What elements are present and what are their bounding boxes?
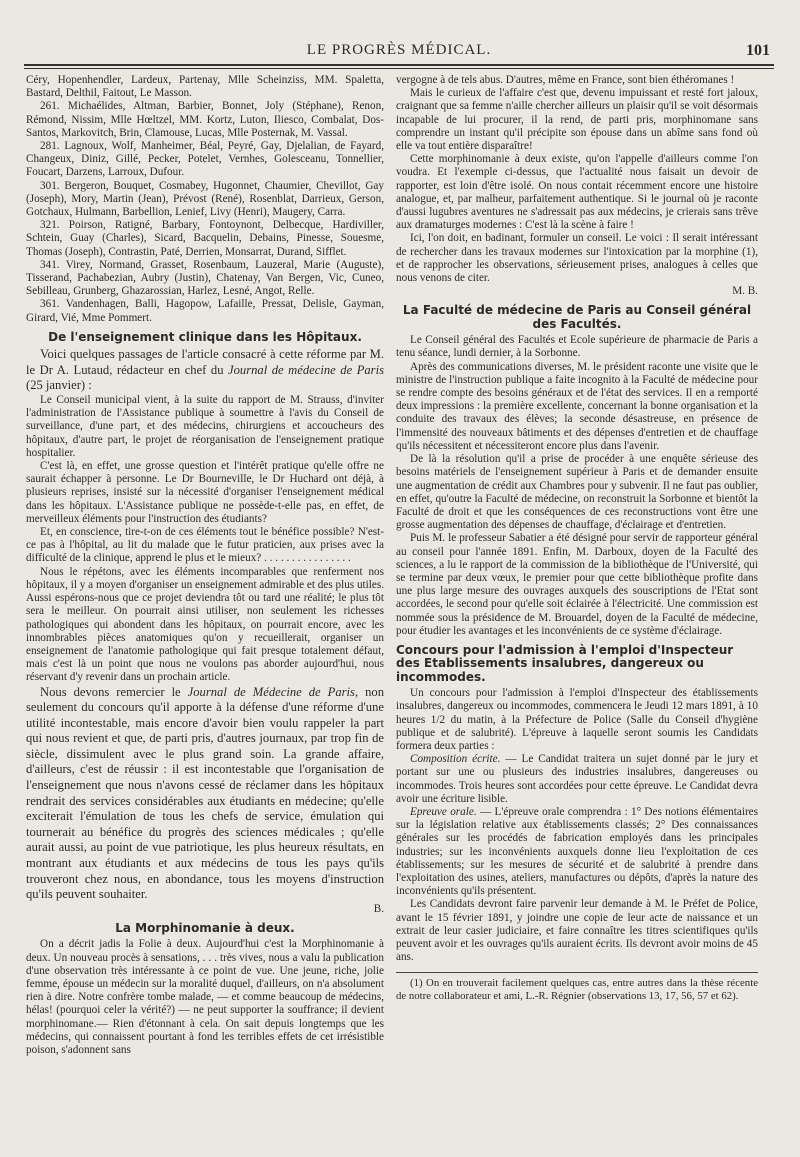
article-paragraph: De là la résolution qu'il a prise de procéder à une enquête sérieuse des besoins matériels de l'enseignement supérieur à Paris et de demander ensuite une augmentation de crédit aux Chambres pour y subvenir. Il ne faut pas oublier, en effet, qu'outre la Faculté de médecine, on reconstruit la Sorbonne et bientôt la Faculté de droit et que les conséquences de ces reconstructions vont être une grosse augmentation des dépenses de chauffage, d'éclairage et d'entretien. <box>396 453 758 532</box>
section-heading: Concours pour l'admission à l'emploi d'Inspecteur des Etablissements insalubres, dangereux ou incommodes. <box>396 642 734 684</box>
signature: M. B. <box>732 285 758 298</box>
left-column <box>26 74 384 1057</box>
paragraph-text: — L'épreuve orale comprendra : 1° Des notions élémentaires sur la législation relative aux établissements classés; 2° Des connaissances générales sur les procédés de fabrication employés dans les principales industries; sur les inconvénients auxquels donne lieu l'exploitation de ces établissements; sur les mesures de sécurité et de salubrité à prendre dans l'exploitation des usines, ateliers, manufactures ou dépôts, d'après la nature des inconvénients qu'ils présentent. <box>396 805 758 898</box>
article-paragraph: Un concours pour l'admission à l'emploi d'Inspecteur des établissements insalubres, dangereux ou incommodes, commencera le Jeudi 12 mars 1891, à 10 heures 1/2 du matin, à la Préfecture de Police (Salle du Conseil d'hygiène publique et de salubrité). L'épreuve à laquelle seront soumis les Candidats formera deux parties : <box>396 687 758 752</box>
article-paragraph: vergogne à de tels abus. D'autres, même en France, sont bien éthéromanes ! <box>396 74 735 86</box>
list-item: 361. Vandenhagen, Balli, Hagopow, Lafaille, Pressat, Delisle, Gayman, Girard, Vié, Mme Pommert. <box>26 298 384 324</box>
list-item: 341. Virey, Normand, Grasset, Rosenbaum, Lauzeral, Marie (Auguste), Tisserand, Pachabezian, Aubry (Justin), Chatenay, Van Bergen, Vic, Cuneo, Sebilleau, Grunberg, Ghazarossian, Harlez, Lesné, Angot, Relle. <box>26 258 384 298</box>
article-paragraph: Mais le curieux de l'affaire c'est que, devenu impuissant et resté fort jaloux, craignant que sa femme n'aille chercher ailleurs un plaisir qu'il se voit désormais incapable de lui procurer, il la rend, de parti pris, morphinomane sans comprendre un instant qu'il précipite son épouse dans un abîme sans fond où elle va tout entière disparaître! <box>396 87 758 153</box>
paragraph-text: — Le Candidat traitera un sujet donné par le jury et portant sur une ou plusieurs des industries insalubres, dangereuses ou incommodes. Trois heures sont accordées pour cette épreuve. Le Candidat devra avoir une écriture lisible. <box>396 753 758 805</box>
footnote-rule <box>396 972 758 973</box>
list-item: 321. Poirson, Ratigné, Barbary, Fontoynont, Delbecque, Hardiviller, Schtein, Guay (Charles), Sicard, Bacquelin, Debains, Pinesse, Souesme, Thomas (Joseph), Contrastin, Paté, Derrien, Monsarrat, Durand, Sifflet. <box>26 219 384 258</box>
article-paragraph: Le Conseil général des Facultés et Ecole supérieure de pharmacie de Paris a tenu séance, lundi dernier, à la Sorbonne. <box>396 334 758 360</box>
article-paragraph <box>396 806 758 898</box>
list-item: 301. Bergeron, Bouquet, Cosmabey, Hugonnet, Chaumier, Chevillot, Gay (Joseph), Mory, Martin (Jean), Prévost (René), Rosenblat, Darrieux, Gerson, Gotchaux, Hulmann, Barbellion, Lenief, Livy (Henri), Maugery, Carra. <box>26 179 384 219</box>
quoted-paragraph: Et, en conscience, tire-t-on de ces éléments tout le bénéfice possible? N'est-ce pas à l'hôpital, au lit du malade que le futur praticien, aux prises avec la difficulté de la clinique, apprend le plus et le mieux? . . . . . . . . . . . . . . . . <box>26 526 384 565</box>
signature: B. <box>373 902 384 915</box>
section-heading: La Morphinomanie à deux. <box>115 921 295 936</box>
article-paragraph: Les Candidats devront faire parvenir leur demande à M. le Préfet de Police, avant le 15 février 1891, y joindre une copie de leur acte de naissance et un extrait de leur casier judiciaire, et faire connaître les titres scientifiques qu'ils peuvent avoir et les ouvrages qu'ils auraient écrits. Ils devront avoir moins de 45 ans. <box>396 898 758 964</box>
article-intro <box>26 347 384 394</box>
subheading-label: Epreuve orale. <box>410 805 477 818</box>
journal-title: Journal de Médecine de Paris <box>187 684 355 699</box>
right-column <box>396 74 758 1003</box>
intro-text: (25 janvier) : <box>26 378 92 393</box>
footnote: (1) On en trouverait facilement quelques cas, entre autres dans la thèse récente de notre collaborateur et ami, L.-R. Régnier (observations 13, 17, 56, 57 et 62). <box>396 977 758 1003</box>
header-rule <box>24 64 774 69</box>
article-paragraph: Après des communications diverses, M. le président raconte une visite que le ministre de l'instruction publique a faite incognito à la Faculté de médecine pour se rendre compte des besoins généraux et de l'état des services. Il en a remporté deux impressions : la première excellente, concernant la bonne organisation et la conduite des travaux des élèves; la seconde désastreuse, en présence de l'immensité des nouveaux bâtiments et des dépenses d'entretien et de chauffage qu'ils nécessitent et nécessiteront encore plus dans l'avenir. <box>396 360 758 452</box>
article-paragraph <box>396 753 758 806</box>
article-paragraph: On a décrit jadis la Folie à deux. Aujourd'hui c'est la Morphinomanie à deux. Un nouveau procès à sensations, . . . très vives, nous a valu la publication d'une observation très intéressante à ce point de vue. Une jeune, riche, jolie femme, épouse un médecin sur la moralité duquel, d'ailleurs, on n'a absolument rien à dire. Notre confrère tombe malade, — et comme beaucoup de médecins, hélas! (pourquoi celer la vérité?) — ne peut supporter la souffrance; il devient morphinomane.— Rien d'étonnant à cela. On sait depuis longtemps que les médecins, qui connaissent pourtant à fond les terribles effets de cet irrésistible poison, s'adonnent sans <box>26 938 384 1057</box>
comment-text: Nous devons remercier le <box>40 684 188 699</box>
intro-text: Voici quelques passages de l'article consacré à cette réforme par M. le Dr A. Lutaud, rédacteur en chef du <box>26 347 384 377</box>
comment-text: , non seulement du concours qu'il apporte à la défense d'une réforme d'une utilité incontestable, mais encore d'avoir bien voulu rappeler la part qui nous revient et que, de parti pris, d'autres journaux, par trop fin de siècle, dissimulent avec le plus grand soin. La grande affaire, d'ailleurs, c'est de réussir : il est incontestable que l'organisation de l'enseignement que nous n'avons cessé de réclamer dans les hôpitaux rendrait des services considérables aux étudiants en médecine; qu'elle exciterait l'émulation de tous les chefs de service, émulation qui tournerait au bénéfice du progrès des sciences médicales ; qu'elle aurait aussi, au point de vue patriotique, les plus heureux résultats, en montrant aux étudiants et aux médecins de tous les pays qu'ils trouveront chez nous, en abondance, tous les moyens d'instruction qu'ils peuvent souhaiter. <box>26 684 384 902</box>
page-number: 101 <box>746 42 770 59</box>
section-heading: La Faculté de médecine de Paris au Conseil général des Facultés. <box>402 303 752 331</box>
journal-title: Journal de médecine de Paris <box>228 362 384 377</box>
article-paragraph: Ici, l'on doit, en badinant, formuler un conseil. Le voici : Il serait intéressant de rechercher dans les travaux modernes sur l'intoxication par la morphine (1), et de rapprocher les observations, sérieusement prises, analogues à celles que nous venons de citer. <box>396 232 758 285</box>
list-item: Céry, Hopenhendler, Lardeux, Partenay, Mlle Scheinziss, MM. Spaletta, Bastard, Delthil, Faitout, Le Masson. <box>26 74 384 100</box>
subheading-label: Composition écrite. <box>410 753 501 766</box>
list-item: 261. Michaélides, Altman, Barbier, Bonnet, Joly (Stéphane), Renon, Rémond, Nissim, Mlle Hœltzel, MM. Kortz, Luton, Iliesco, Combalat, Dos-Santos, Markovitch, Brin, Clamouse, Lucas, Mlle Posternak, M. Vassal. <box>26 100 384 139</box>
section-heading: De l'enseignement clinique dans les Hôpitaux. <box>48 329 362 344</box>
article-paragraph: Puis M. le professeur Sabatier a été désigné pour servir de rapporteur général au conseil pour l'année 1891. Enfin, M. Darboux, doyen de la Faculté des sciences, a lu le rapport de la commission de la bibliothèque de l'Université, qui se termine par deux vœux, le premier pour que cette bibliothèque profite dans une plus large mesure des ouvrages auxquels des souscriptions de l'Etat sont accordées, le second pour qu'elle soit éclairée à l'électricité. Une commission est nommée sous la présidence de M. Brouardel, doyen de la Faculté de médecine, pour étudier les avantages et les inconvénients de ce système d'éclairage. <box>396 532 758 637</box>
running-title: LE PROGRÈS MÉDICAL. <box>306 42 492 58</box>
editor-comment <box>26 685 384 903</box>
quoted-paragraph: Nous le répétons, avec les éléments incomparables que renferment nos hôpitaux, il y a moyen d'organiser un enseignement admirable et des plus utiles. Aussi espérons-nous que ce projet deviendra tôt ou tard une réalité; le plus tôt sera le meilleur. On pourrait ainsi utiliser, non seulement les richesses pathologiques qui abondent dans les hôpitaux, on pourrait encore, avec les innombrables pièces anatomiques qu'on y recueillerait, organiser un enseignement de l'anatomie pathologique qui fait presque totalement défaut, mais c'est là un point que nous ne voulons pas aborder aujourd'hui, nous réservant d'y revenir dans un prochain article. <box>26 565 384 684</box>
list-item: 281. Lagnoux, Wolf, Manheimer, Béal, Peyré, Gay, Djelalian, de Fayard, Changeux, Diniz, Gillé, Pecker, Potelet, Vernhes, Golesceanu, Tonnellier, Foucart, Darzens, Larroux, Dufour. <box>26 140 384 179</box>
article-paragraph: Cette morphinomanie à deux existe, qu'on l'appelle d'ailleurs comme l'on voudra. Et l'exemple ci-dessus, que l'actualité nous faisait un devoir de rapporter, est loin d'être isolé. On nous contait récemment encore une histoire analogue, et, par malheur, parfaitement authentique. Si le journal où je raconte d'aussi lugubres aventures ne s'adressait pas aux médecins, je crierais sans trêve aux dramaturges modernes : C'est là la scène à faire ! <box>396 153 758 232</box>
quoted-paragraph: C'est là, en effet, une grosse question et l'intérêt pratique qu'elle offre ne saurait échapper à personne. Le Dr Bourneville, le Dr Huchard ont déjà, à plusieurs reprises, insisté sur la nécessité d'organiser l'enseignement médical dans les hôpitaux. L'Assistance publique ne possède-t-elle pas, en effet, de merveilleux éléments pour l'instruction des étudiants? <box>26 460 384 525</box>
quoted-paragraph: Le Conseil municipal vient, à la suite du rapport de M. Strauss, d'inviter l'administration de l'Assistance publique à soumettre à l'avis du Conseil de surveillance, d'une part, et des médecins, chirurgiens et accoucheurs des hôpitaux, d'autre part, le projet de réorganisation de l'enseignement pratique hospitalier. <box>26 394 384 459</box>
page-header <box>24 42 774 64</box>
